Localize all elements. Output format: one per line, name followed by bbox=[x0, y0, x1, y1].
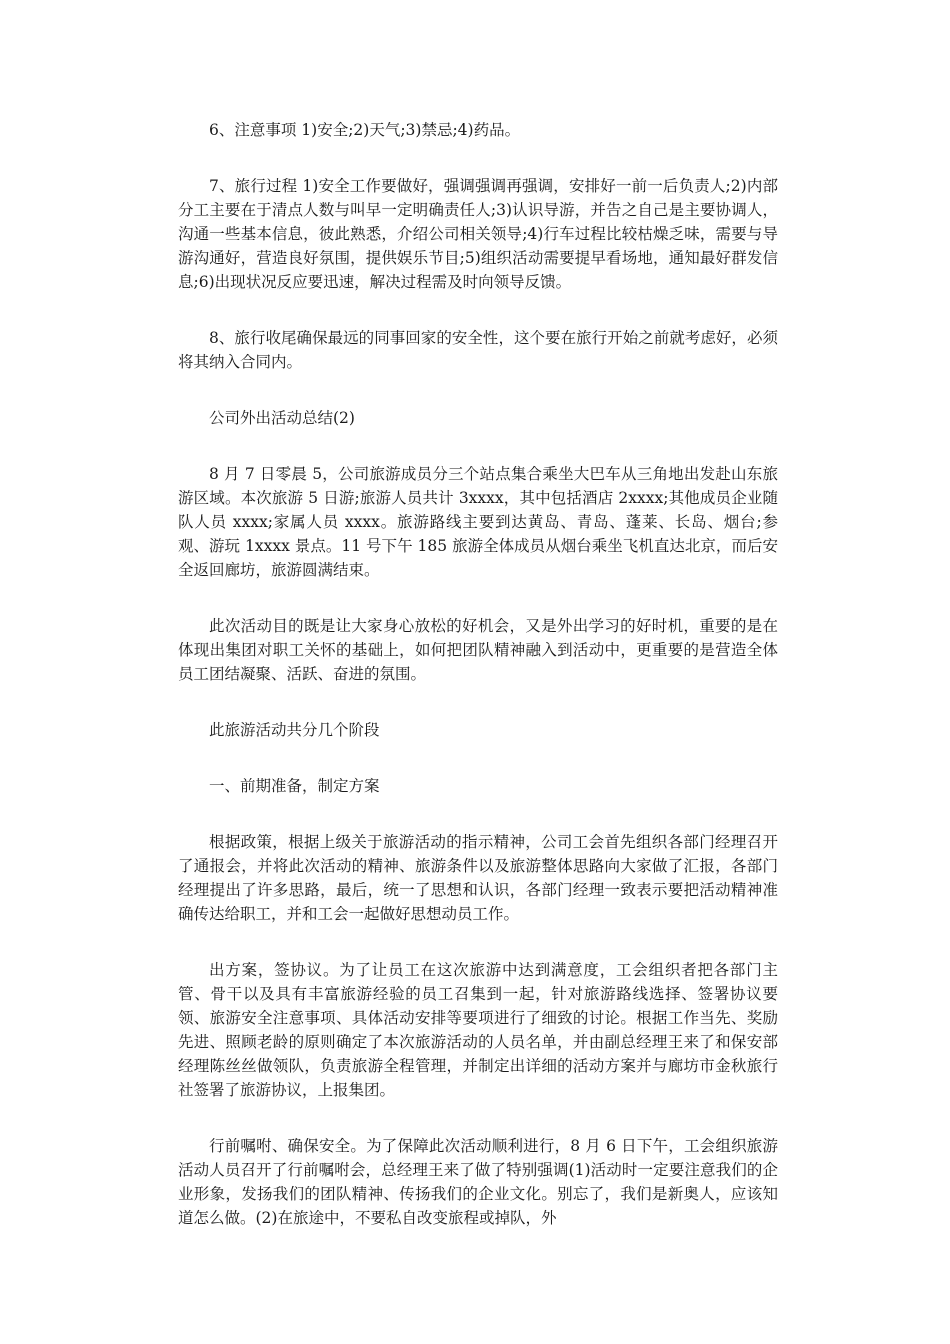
paragraph-plan-agreement: 出方案，签协议。为了让员工在这次旅游中达到满意度，工会组织者把各部门主管、骨干以及具有丰富旅游经验的员工召集到一起，针对旅游路线选择、签署协议要领、旅游安全注意事项、具体活动安排等要项进行了细致的讨论。根据工作当先、奖励先进、照顾老龄的原则确定了本次旅游活动的人员名单，并由副总经理王来了和保安部经理陈丝丝做领队，负责旅游全程管理，并制定出详细的活动方案并与廊坊市金秋旅行社签署了旅游协议，上报集团。 bbox=[178, 961, 778, 1099]
document-page bbox=[178, 118, 778, 1262]
stage-one-heading: 一、前期准备，制定方案 bbox=[209, 777, 380, 795]
paragraph-item-6: 6、注意事项 1)安全;2)天气;3)禁忌;4)药品。 bbox=[209, 121, 521, 139]
stages-heading: 此旅游活动共分几个阶段 bbox=[209, 721, 380, 739]
paragraph-policy: 根据政策，根据上级关于旅游活动的指示精神，公司工会首先组织各部门经理召开了通报会，并将此次活动的精神、旅游条件以及旅游整体思路向大家做了汇报，各部门经理提出了许多思路，最后，统一了思想和认识，各部门经理一致表示要把活动精神准确传达给职工，并和工会一起做好思想动员工作。 bbox=[178, 833, 778, 923]
paragraph-purpose: 此次活动目的既是让大家身心放松的好机会，又是外出学习的好时机，重要的是在体现出集团对职工关怀的基础上，如何把团队精神融入到活动中，更重要的是营造全体员工团结凝聚、活跃、奋进的氛围。 bbox=[178, 617, 778, 683]
paragraph-trip-overview: 8 月 7 日零晨 5，公司旅游成员分三个站点集合乘坐大巴车从三角地出发赴山东旅游区域。本次旅游 5 日游;旅游人员共计 3xxxx，其中包括酒店 2xxxx;其他成员企业随队人员 xxxx;家属人员 xxxx。旅游路线主要到达黄岛、青岛、蓬莱、长岛、烟台;参观、游玩 1xxxx 景点。11 号下午 185 旅游全体成员从烟台乘坐飞机直达北京，而后安全返回廊坊，旅游圆满结束。 bbox=[178, 465, 778, 579]
section-title: 公司外出活动总结(2) bbox=[209, 409, 355, 427]
paragraph-safety-briefing: 行前嘱咐、确保安全。为了保障此次活动顺利进行，8 月 6 日下午，工会组织旅游活动人员召开了行前嘱咐会，总经理王来了做了特别强调(1)活动时一定要注意我们的企业形象，发扬我们的团队精神、传扬我们的企业文化。别忘了，我们是新奥人，应该知道怎么做。(2)在旅途中，不要私自改变旅程或掉队，外 bbox=[178, 1137, 778, 1227]
paragraph-item-7: 7、旅行过程 1)安全工作要做好，强调强调再强调，安排好一前一后负责人;2)内部分工主要在于清点人数与叫早一定明确责任人;3)认识导游，并告之自己是主要协调人，沟通一些基本信息，彼此熟悉，介绍公司相关领导;4)行车过程比较枯燥乏味，需要与导游沟通好，营造良好氛围，提供娱乐节目;5)组织活动需要提早看场地，通知最好群发信息;6)出现状况反应要迅速，解决过程需及时向领导反馈。 bbox=[178, 177, 778, 291]
paragraph-item-8: 8、旅行收尾确保最远的同事回家的安全性，这个要在旅行开始之前就考虑好，必须将其纳入合同内。 bbox=[178, 329, 778, 371]
